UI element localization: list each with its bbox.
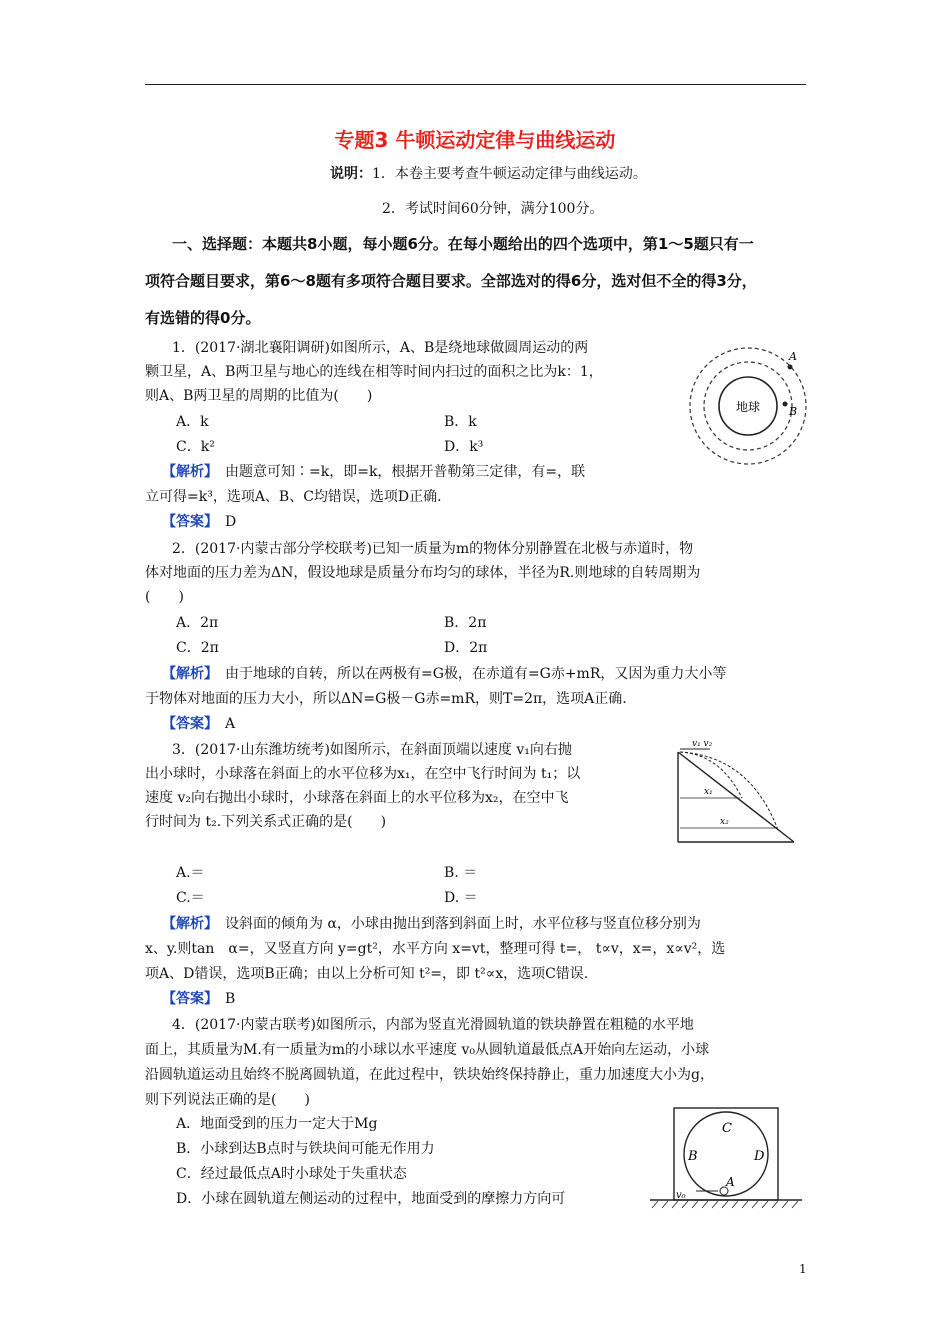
q3-analysis-line-1 <box>162 913 701 933</box>
q2-option-c: C．2π <box>176 640 219 656</box>
q2-analysis-line-2: 于物体对地面的压力大小，所以ΔN=G极－G赤=mR，则T=2π，选项A正确. <box>145 691 627 707</box>
q1-line-1: 1．(2017·湖北襄阳调研)如图所示，A、B是绕地球做圆周运动的两 <box>172 340 589 356</box>
q4-option-c: C．经过最低点A时小球处于失重状态 <box>176 1166 407 1182</box>
q4-line-3: 沿圆轨道运动且始终不脱离圆轨道，在此过程中，铁块始终保持静止，重力加速度大小为g， <box>145 1067 714 1083</box>
satellite-b-label: B <box>789 405 798 418</box>
q3-answer <box>162 988 235 1008</box>
q1-line-2: 颗卫星，A、B两卫星与地心的连线在相等时间内扫过的面积之比为k：1， <box>145 364 603 380</box>
q3-line-1: 3．(2017·山东潍坊统考)如图所示，在斜面顶端以速度 v₁向右抛 <box>172 742 572 758</box>
q2-option-b: B．2π <box>444 615 487 631</box>
q1-analysis-text-1: 由题意可知∶=k，即=k，根据开普勒第三定律，有=，联 <box>225 464 586 480</box>
section-intro-3: 有选错的得0分。 <box>145 309 261 327</box>
q1-analysis-line-2: 立可得=k³，选项A、B、C均错误，选项D正确. <box>145 489 442 505</box>
q3-option-c: C.＝ <box>176 890 205 906</box>
q3-option-b: B. ＝ <box>444 865 478 881</box>
q3-analysis-line-3: 项A、D错误，选项B正确；由以上分析可知 t²=，即 t²∝x，选项C错误. <box>145 966 589 982</box>
q2-option-a: A．2π <box>176 615 219 631</box>
q1-option-b: B．k <box>444 414 477 430</box>
q2-answer-value: A <box>225 716 236 732</box>
q3-line-3: 速度 v₂向右抛出小球时，小球落在斜面上的水平位移为x₂，在空中飞 <box>145 790 569 806</box>
q4-line-4: 则下列说法正确的是( ) <box>145 1092 310 1108</box>
q1-line-3: 则A、B两卫星的周期的比值为( ) <box>145 388 373 404</box>
point-a-label: A <box>726 1175 735 1189</box>
notes-line-1 <box>330 163 647 183</box>
q2-analysis-text-1: 由于地球的自转，所以在两极有=G极，在赤道有=G赤+mR，又因为重力大小等 <box>225 666 727 682</box>
q2-answer-tag: 【答案】 <box>162 716 211 732</box>
q4-line-2: 面上，其质量为M.有一质量为m的小球以水平速度 v₀从圆轨道最低点A开始向左运动，小球 <box>145 1042 710 1058</box>
point-d-label: D <box>754 1149 765 1164</box>
q4-option-b: B．小球到达B点时与铁块间可能无作用力 <box>176 1141 435 1157</box>
x1-label: x₁ <box>704 787 713 797</box>
page-title: 专题3 牛顿运动定律与曲线运动 <box>334 128 616 152</box>
q3-incline-figure <box>670 736 800 846</box>
q3-line-2: 出小球时，小球落在斜面上的水平位移为x₁，在空中飞行时间为 t₁；以 <box>145 766 581 782</box>
q4-loop-track-figure <box>650 1104 802 1214</box>
q1-answer <box>162 511 236 531</box>
ground-hatching <box>652 1201 798 1208</box>
q2-line-1: 2．(2017·内蒙古部分学校联考)已知一质量为m的物体分别静置在北极与赤道时，物 <box>172 541 694 557</box>
q4-line-1: 4．(2017·内蒙古联考)如图所示，内部为竖直光滑圆轨道的铁块静置在粗糙的水平地 <box>172 1017 694 1033</box>
q2-analysis-line-1 <box>162 663 726 683</box>
page-number: 1 <box>799 1262 807 1276</box>
q1-option-a: A．k <box>176 414 209 430</box>
q2-line-2: 体对地面的压力差为ΔN，假设地球是质量分布均匀的球体，半径为R.则地球的自转周期为 <box>145 565 701 581</box>
q3-analysis-tag: 【解析】 <box>162 916 211 932</box>
q3-option-a: A.＝ <box>176 865 205 881</box>
q3-answer-value: B <box>225 991 236 1007</box>
q1-option-c: C．k² <box>176 439 215 455</box>
q1-answer-value: D <box>225 514 237 530</box>
q3-analysis-text-1: 设斜面的倾角为 α，小球由抛出到落到斜面上时，水平位移与竖直位移分别为 <box>225 916 701 932</box>
q1-analysis-tag: 【解析】 <box>162 464 211 480</box>
note-2: 2．考试时间60分钟，满分100分。 <box>382 201 604 217</box>
earth-label: 地球 <box>735 400 761 414</box>
point-b-label: B <box>688 1149 698 1164</box>
q2-line-3: ( ) <box>145 589 184 605</box>
q4-option-d: D．小球在圆轨道左侧运动的过程中，地面受到的摩擦力方向可 <box>176 1191 566 1207</box>
point-c-label: C <box>722 1121 732 1136</box>
q2-answer <box>162 713 235 733</box>
satellite-b <box>783 402 788 407</box>
q3-line-4: 行时间为 t₂.下列关系式正确的是( ) <box>145 814 387 830</box>
note-1: 1．本卷主要考查牛顿运动定律与曲线运动。 <box>372 166 647 182</box>
section-intro-2: 项符合题目要求，第6～8题有多项符合题目要求。全部选对的得6分，选对但不全的得3分， <box>145 272 757 290</box>
q2-option-d: D．2π <box>444 640 488 656</box>
v0-label: v₀ <box>676 1190 686 1201</box>
q4-option-a: A．地面受到的压力一定大于Mg <box>176 1116 378 1132</box>
q3-option-d: D. ＝ <box>444 890 478 906</box>
q1-option-d: D．k³ <box>444 439 484 455</box>
velocity-labels: v₁ v₂ <box>692 739 713 749</box>
q2-analysis-tag: 【解析】 <box>162 666 211 682</box>
incline-slope <box>678 752 794 842</box>
q3-answer-tag: 【答案】 <box>162 991 211 1007</box>
q1-analysis-line-1 <box>162 461 585 481</box>
section-intro-1: 一、选择题：本题共8小题，每小题6分。在每小题给出的四个选项中，第1～5题只有一 <box>172 235 754 253</box>
header-rule <box>145 84 806 85</box>
x2-label: x₂ <box>720 817 729 827</box>
q1-answer-tag: 【答案】 <box>162 514 211 530</box>
satellite-a-label: A <box>789 350 797 363</box>
q1-satellite-figure <box>688 340 812 472</box>
q3-analysis-line-2: x、y.则tan α=，又竖直方向 y=gt²，水平方向 x=vt，整理可得 t=， t∝v，x=，x∝v²，选 <box>145 941 726 957</box>
notes-label: 说明： <box>330 166 372 182</box>
satellite-a <box>788 365 793 370</box>
